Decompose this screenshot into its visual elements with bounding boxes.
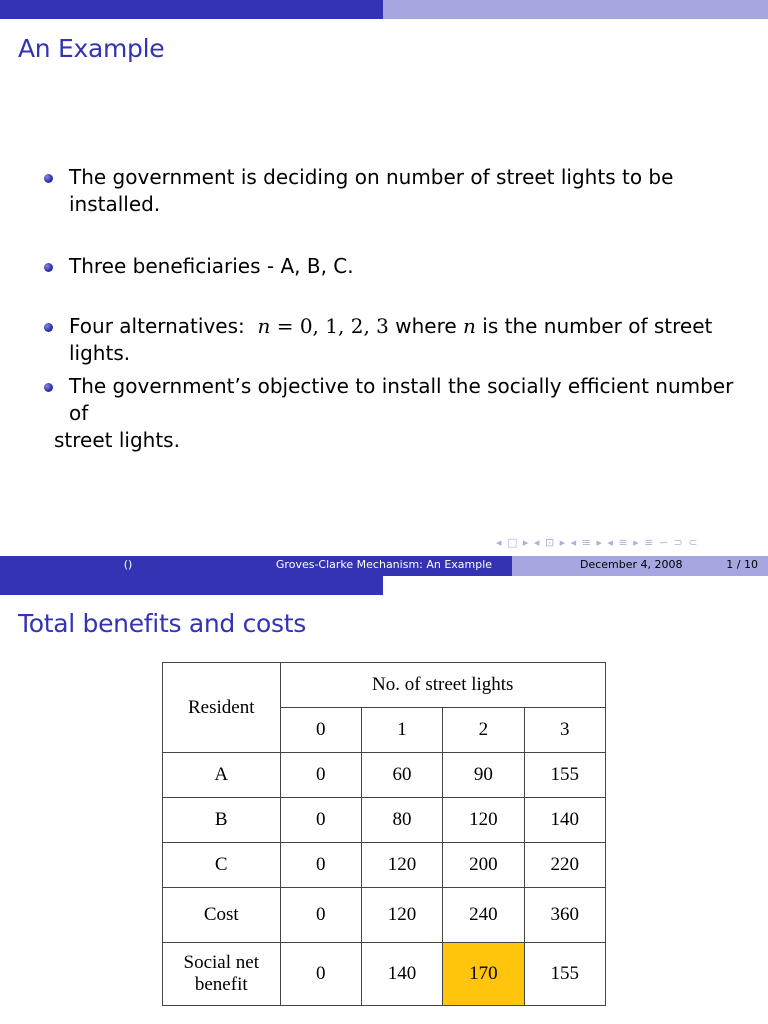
bullet-icon [44,174,53,183]
navigation-symbols[interactable]: ◂ □ ▸ ◂ ⊡ ▸ ◂ ≡ ▸ ◂ ≡ ▸ ≡ ∽ ⊃ ⊂ [496,536,699,549]
row-label: Cost [163,888,281,943]
row-label: B [163,798,281,843]
top-bar-dark [0,576,383,595]
column-header: 0 [280,708,361,753]
benefits-table [162,662,606,1006]
top-bar-light [383,0,768,19]
row-label-line: benefit [194,974,248,995]
group-header-cell: No. of street lights [280,663,605,708]
alt-suffix: is the number of street lights. [69,314,713,365]
table-cell: 240 [443,888,524,943]
column-header: 2 [443,708,524,753]
table-row [163,943,606,1006]
table-cell: 120 [361,888,442,943]
table-cell: 220 [524,843,605,888]
table-cell: 60 [361,753,442,798]
table-cell: 0 [280,753,361,798]
frame-title: Total benefits and costs [18,609,307,638]
frame-title: An Example [18,34,165,63]
footer-info [512,556,768,576]
bullet-text: The government’s objective to install the socially efficient number of [69,374,734,425]
table-cell: 120 [361,843,442,888]
column-header: 1 [361,708,442,753]
bullet-text: The government is deciding on number of street lights to be installed. [69,165,674,216]
bullet-item [44,164,754,218]
math-var-n2: n [463,314,476,338]
table-cell: 120 [443,798,524,843]
row-header-cell: Resident [163,663,281,753]
math-eq: = 0, 1, 2, 3 [276,314,389,338]
table-header-row [163,663,606,708]
table-cell: 80 [361,798,442,843]
table-cell: 0 [280,798,361,843]
math-var-n: n [257,314,271,338]
bullet-item [44,253,754,280]
footer [0,556,768,576]
table-row [163,798,606,843]
bullet-icon [44,383,53,392]
bullet-icon [44,263,53,272]
table-row [163,753,606,798]
bullet-text: Three beneficiaries - A, B, C. [69,254,354,278]
row-label: C [163,843,281,888]
top-bar-dark [0,0,383,19]
row-label [163,943,281,1006]
bullet-text-continued: street lights. [54,428,180,452]
footer-author: () [0,556,256,576]
top-bar [0,0,768,19]
table-row [163,888,606,943]
bullet-item [44,313,754,367]
bullet-text [69,313,754,367]
top-bar [0,576,768,595]
table-cell: 155 [524,753,605,798]
alt-mid: where [395,314,457,338]
table-cell: 0 [280,888,361,943]
table-cell: 155 [524,943,605,1006]
row-label: A [163,753,281,798]
table-cell: 360 [524,888,605,943]
column-header: 3 [524,708,605,753]
alt-prefix: Four alternatives: [69,314,245,338]
footer-page-number: 1 / 10 [726,558,758,571]
table-cell: 140 [361,943,442,1006]
table-cell: 90 [443,753,524,798]
highlighted-cell: 170 [443,943,524,1006]
row-label-line: Social net [183,952,259,973]
table-cell: 0 [280,943,361,1006]
footer-date: December 4, 2008 [580,558,683,571]
slide-2 [0,576,768,1024]
bullet-item [44,373,754,454]
table-row [163,843,606,888]
table-cell: 0 [280,843,361,888]
table-cell: 140 [524,798,605,843]
table-cell: 200 [443,843,524,888]
footer-title: Groves-Clarke Mechanism: An Example [256,556,512,576]
bullet-icon [44,323,53,332]
